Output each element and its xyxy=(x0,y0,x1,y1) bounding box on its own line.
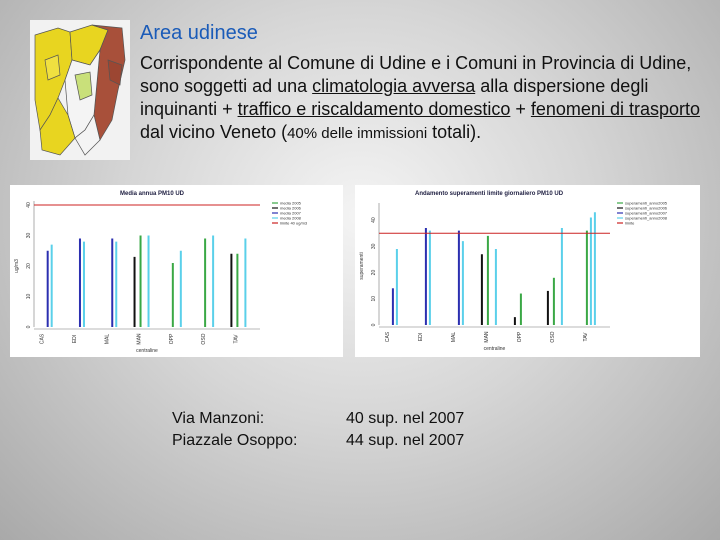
x-tick-label: OPP xyxy=(516,331,523,343)
x-tick-label: OSO xyxy=(201,333,208,345)
para-part: + xyxy=(510,99,531,119)
stats-labels xyxy=(172,408,297,452)
description-text xyxy=(140,52,712,145)
x-tick-label: EDI xyxy=(71,334,78,344)
trasporto-text: fenomeni di trasporto xyxy=(530,99,700,119)
stat-label-osoppo: Piazzale Osoppo: xyxy=(172,432,298,449)
chart-pm10-annual-svg xyxy=(10,185,343,357)
chart-pm10-annual xyxy=(10,185,343,357)
stat-value-manzoni: 40 sup. nel 2007 xyxy=(346,410,465,427)
legend-label: media 2005 xyxy=(280,200,301,206)
y-tick-label: 40 xyxy=(26,202,32,208)
chart-pm10-exceedances xyxy=(355,185,700,357)
x-tick-label: CAS xyxy=(384,331,391,343)
x-tick-label: OPP xyxy=(168,333,175,345)
y-axis-label: superamenti xyxy=(359,252,365,280)
x-tick-label: EDI xyxy=(417,332,424,342)
y-tick-label: 20 xyxy=(371,269,377,276)
para-part: dal vicino Veneto ( xyxy=(140,122,288,142)
climatologia-link-text: climatologia avversa xyxy=(312,76,476,96)
y-axis-label: ug/m3 xyxy=(14,259,20,273)
y-tick-label: 30 xyxy=(371,243,377,250)
legend-label: superamenti_anno2005 xyxy=(625,200,668,206)
x-axis-label: centraline xyxy=(483,346,506,352)
legend-label: media 2006 xyxy=(280,205,301,211)
y-tick-label: 0 xyxy=(26,325,32,329)
legend-label: media 2008 xyxy=(280,215,301,221)
chart-title: Media annua PM10 UD xyxy=(120,191,185,197)
legend-label: limite xyxy=(625,220,635,226)
legend-label: superamenti_anno2008 xyxy=(625,215,668,221)
province-map-image xyxy=(30,20,130,160)
stat-label-manzoni: Via Manzoni: xyxy=(172,410,265,427)
para-part: totali). xyxy=(427,122,482,142)
para-part: alla dispersione degli inquinanti + xyxy=(140,76,649,119)
x-tick-label: MAL xyxy=(104,333,111,345)
x-tick-label: MAL xyxy=(450,331,457,343)
x-tick-label: TAV xyxy=(582,332,589,342)
slide-title: Area udinese xyxy=(140,22,258,44)
y-tick-label: 10 xyxy=(26,293,32,300)
y-tick-label: 20 xyxy=(26,263,32,269)
y-tick-label: 30 xyxy=(26,232,32,239)
x-tick-label: OSO xyxy=(549,331,556,343)
legend-label: superamenti_anno2006 xyxy=(625,205,668,211)
x-tick-label: TAV xyxy=(233,334,240,344)
legend-label: media 2007 xyxy=(280,210,301,216)
y-tick-label: 10 xyxy=(371,295,377,302)
para-part: Corrispondente al Comune di Udine e i Comuni in Provincia di Udine, sono soggetti ad una xyxy=(140,53,692,96)
traffico-text: traffico e riscaldamento domestico xyxy=(237,99,511,119)
y-tick-label: 0 xyxy=(371,323,377,327)
y-tick-label: 40 xyxy=(371,217,377,223)
x-tick-label: MAN xyxy=(483,331,490,343)
x-axis-label: centraline xyxy=(136,348,158,354)
x-tick-label: MAN xyxy=(136,333,143,345)
percent-note: 40% delle immissioni xyxy=(287,125,428,142)
x-tick-label: CAS xyxy=(39,333,46,345)
stats-values xyxy=(346,408,464,452)
chart-title: Andamento superamenti limite giornaliero PM10 UD xyxy=(415,191,564,197)
legend-label: limite 40 ug/m3 xyxy=(280,220,308,226)
chart-pm10-exceedances-svg xyxy=(355,185,700,357)
legend-label: superamenti_anno2007 xyxy=(625,210,668,216)
stat-value-osoppo: 44 sup. nel 2007 xyxy=(346,432,465,449)
